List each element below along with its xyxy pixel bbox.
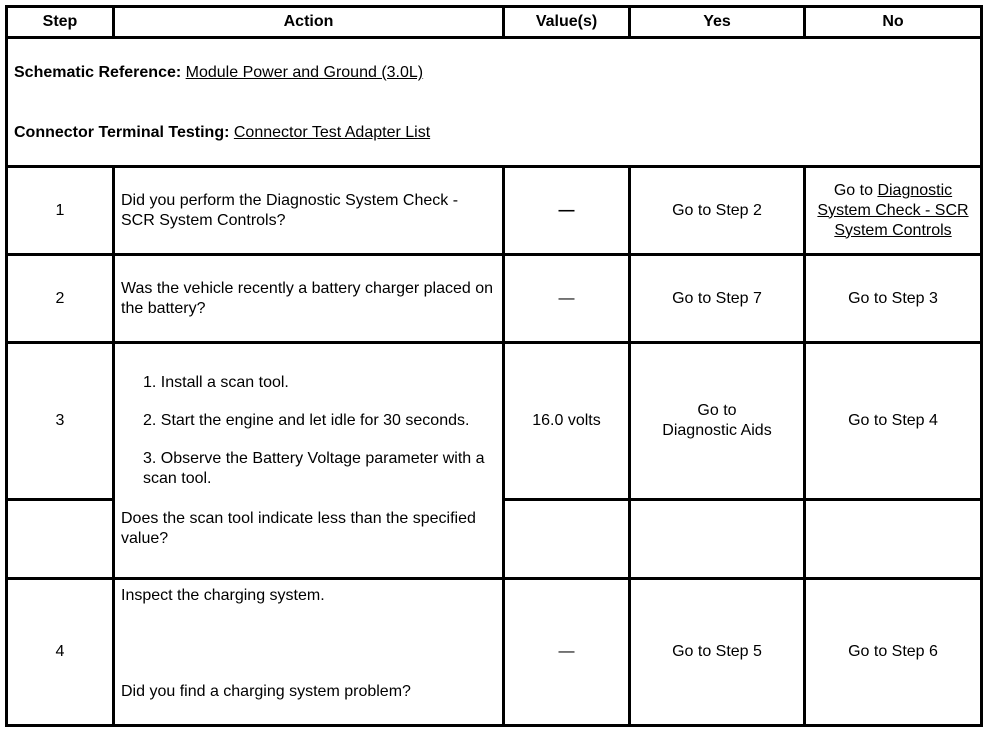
- no-cell: [805, 167, 982, 255]
- yes-cell: Go to Step 7: [630, 255, 805, 343]
- action-text: Inspect the charging system.: [121, 587, 325, 604]
- header-step: Step: [7, 7, 114, 38]
- step-number: 2: [7, 255, 114, 343]
- yes-line-2: Diagnostic Aids: [662, 422, 772, 439]
- schematic-reference: [14, 63, 980, 83]
- no-prefix: Go to: [833, 181, 873, 199]
- header-no: No: [805, 7, 982, 38]
- substep-item: 1. Install a scan tool.: [143, 373, 289, 391]
- action-question: Did you find a charging system problem?: [121, 683, 411, 700]
- reference-row: [7, 38, 982, 167]
- step-number: 4: [7, 579, 114, 726]
- action-text: Was the vehicle recently a battery charger placed on the battery?: [114, 255, 504, 343]
- yes-cell: Go to Step 5: [630, 579, 805, 726]
- step-number: 3: [7, 343, 114, 500]
- substep-list: [121, 373, 494, 489]
- schematic-reference-label: Schematic Reference:: [14, 64, 182, 81]
- connector-testing-reference: [14, 123, 980, 143]
- yes-cell: [630, 343, 805, 500]
- action-cell: [114, 343, 504, 579]
- no-cell: Go to Step 3: [805, 255, 982, 343]
- reference-cell: [7, 38, 982, 167]
- substep-item: 2. Start the engine and let idle for 30 seconds.: [143, 411, 470, 429]
- diagnostic-system-check-link[interactable]: Diagnostic System Check - SCR System Controls: [817, 181, 969, 239]
- header-row: [7, 7, 982, 38]
- connector-testing-link[interactable]: Connector Test Adapter List: [233, 124, 431, 141]
- action-cell: [114, 579, 504, 726]
- yes-cell: Go to Step 2: [630, 167, 805, 255]
- no-cell: Go to Step 6: [805, 579, 982, 726]
- table-row: [7, 255, 982, 343]
- action-question: Does the scan tool indicate less than the specified value?: [121, 509, 476, 547]
- connector-testing-label: Connector Terminal Testing:: [14, 124, 230, 141]
- value-cell: 16.0 volts: [504, 343, 630, 500]
- header-yes: Yes: [630, 7, 805, 38]
- action-text: Did you perform the Diagnostic System Check - SCR System Controls?: [114, 167, 504, 255]
- empty-cell: [504, 500, 630, 579]
- substep-item: 3. Observe the Battery Voltage parameter with a scan tool.: [143, 449, 485, 487]
- empty-cell: [805, 500, 982, 579]
- schematic-reference-link[interactable]: Module Power and Ground (3.0L): [185, 64, 424, 81]
- yes-line-1: Go to: [697, 402, 737, 419]
- header-action: Action: [114, 7, 504, 38]
- empty-cell: [630, 500, 805, 579]
- table-row: [7, 167, 982, 255]
- value-cell: —: [504, 255, 630, 343]
- empty-cell: [7, 500, 114, 579]
- header-values: Value(s): [504, 7, 630, 38]
- table-row: [7, 343, 982, 500]
- table-row: [7, 579, 982, 726]
- step-number: 1: [7, 167, 114, 255]
- diagnostic-table: [5, 5, 983, 727]
- no-cell: Go to Step 4: [805, 343, 982, 500]
- value-cell: —: [504, 579, 630, 726]
- value-cell: —: [504, 167, 630, 255]
